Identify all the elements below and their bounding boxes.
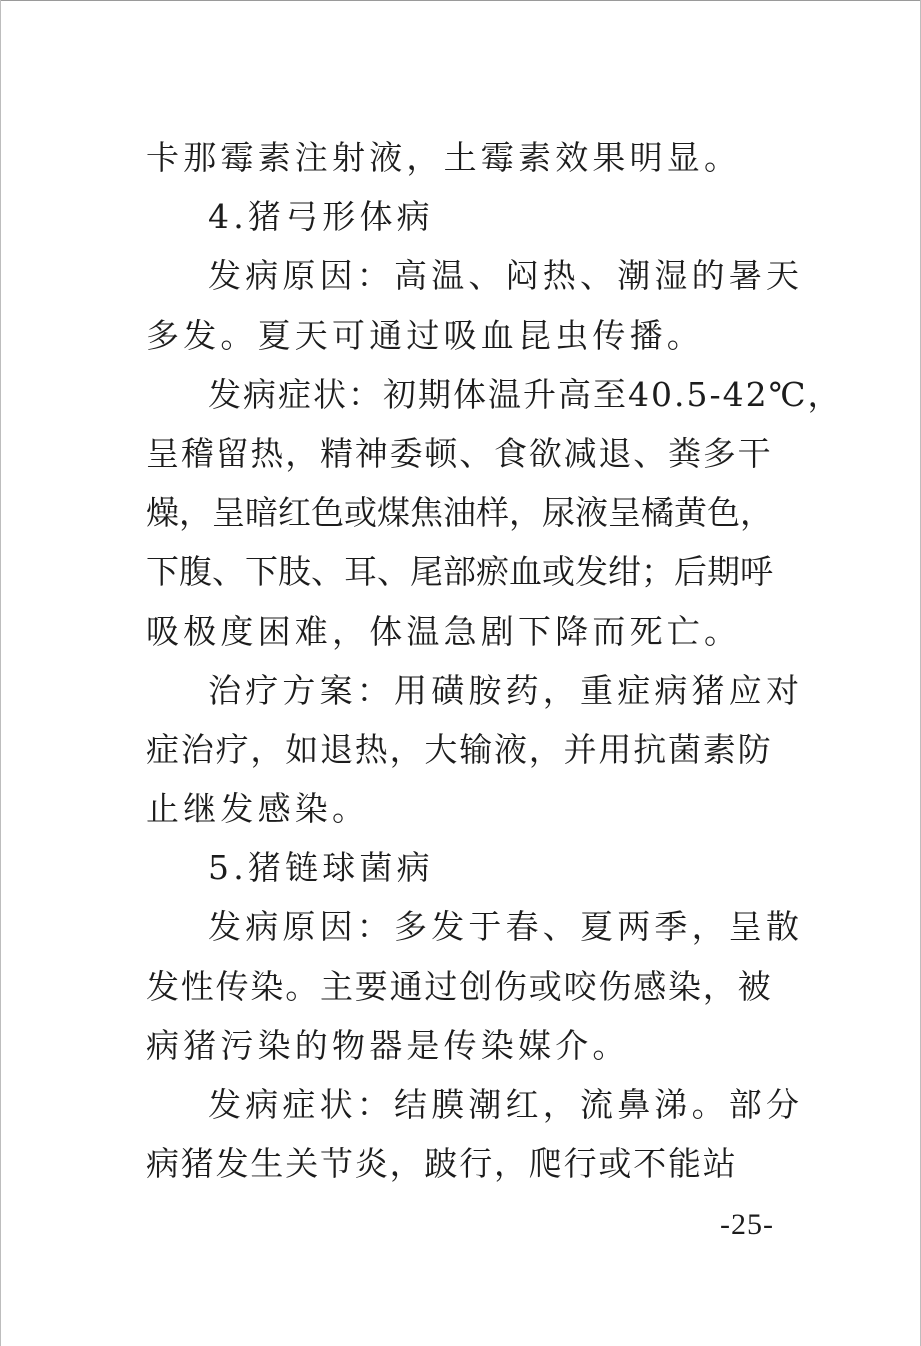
section-heading: 4.猪弓形体病 <box>208 197 434 237</box>
text-line: 多发。夏天可通过吸血昆虫传播。 <box>146 315 704 355</box>
text-line: 发性传染。主要通过创伤或咬伤感染，被 <box>146 966 773 1006</box>
text-line: 病猪污染的物器是传染媒介。 <box>146 1025 630 1065</box>
text-line: 下腹、下肢、耳、尾部瘀血或发绀；后期呼 <box>146 552 773 592</box>
text-line: 呈稽留热，精神委顿、食欲减退、粪多干 <box>146 433 773 473</box>
text-line: 卡那霉素注射液，土霉素效果明显。 <box>146 138 742 177</box>
text-line: 发病原因：高温、闷热、潮湿的暑天 <box>208 256 804 296</box>
text-line: 止继发感染。 <box>146 789 370 829</box>
text-line: 吸极度困难，体温急剧下降而死亡。 <box>146 611 742 651</box>
text-line: 病猪发生关节炎，跛行，爬行或不能站 <box>146 1144 738 1184</box>
text-line: 发病症状：结膜潮红，流鼻涕。部分 <box>208 1085 804 1124</box>
text-line: 燥，呈暗红色或煤焦油样，尿液呈橘黄色， <box>146 493 773 533</box>
section-heading: 5.猪链球菌病 <box>208 848 434 888</box>
text-line: 发病原因：多发于春、夏两季，呈散 <box>208 907 804 947</box>
text-line: 治疗方案：用磺胺药，重症病猪应对 <box>208 670 804 710</box>
page-number: -25- <box>720 1208 774 1241</box>
text-line: 发病症状：初期体温升高至40.5-42℃， <box>208 374 843 414</box>
text-line: 症治疗，如退热，大输液，并用抗菌素防 <box>146 729 773 769</box>
top-rule <box>1 0 920 1</box>
body-text <box>146 128 843 1193</box>
